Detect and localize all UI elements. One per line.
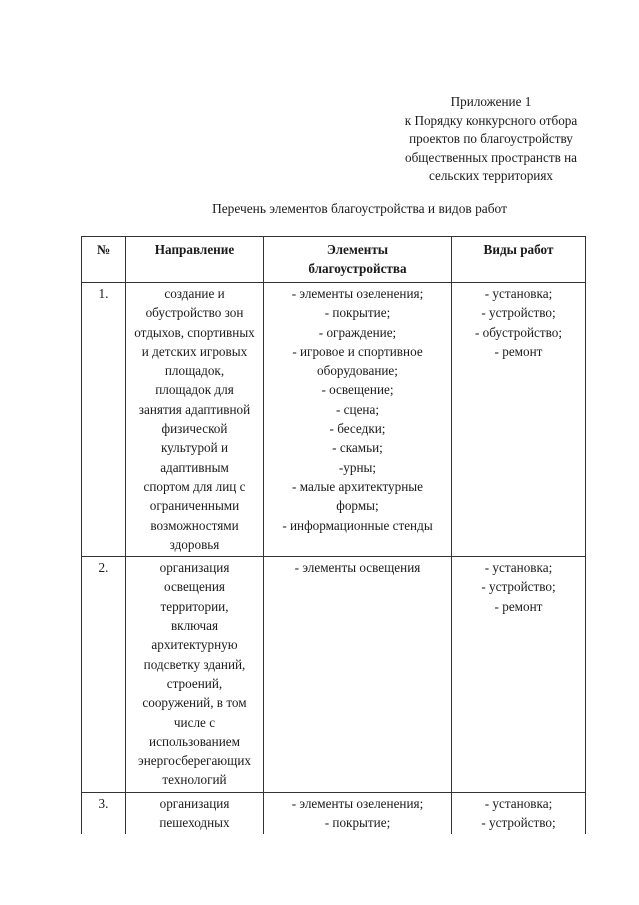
elements-line: - информационные стенды	[282, 517, 433, 533]
direction-line: ограниченными	[149, 498, 240, 514]
works-line: - установка;	[484, 560, 553, 576]
direction-line: использованием	[149, 733, 240, 749]
row-number: 1.	[82, 283, 126, 557]
direction-line: площадок,	[164, 363, 225, 379]
direction-line: сооружений, в том	[142, 695, 247, 711]
direction-line: архитектурную	[151, 637, 238, 653]
elements-line: - элементы озеленения;	[291, 286, 424, 301]
works-line: - обустройство;	[474, 324, 563, 340]
direction-line: культурой и	[160, 440, 229, 456]
direction-line: освещения	[164, 579, 225, 595]
direction-line: здоровья	[169, 536, 220, 552]
direction-line: энергосберегающих	[138, 753, 251, 769]
works-line: - установка;	[484, 286, 553, 301]
works-line: - устройство;	[481, 305, 556, 321]
elements-line: - малые архитектурные	[292, 478, 423, 494]
row-number: 2.	[82, 557, 126, 793]
appendix-header-line: общественных пространств на	[404, 149, 578, 165]
header-elements-line: Элементы	[326, 242, 389, 257]
direction-line: площадок для	[155, 382, 234, 398]
direction-line: подсветку зданий,	[143, 656, 246, 672]
row-works-cell	[452, 792, 586, 834]
elements-line: формы;	[336, 498, 379, 514]
works-line: - ремонт	[494, 598, 543, 614]
direction-line: физической	[161, 421, 228, 437]
elements-line: - освещение;	[321, 382, 394, 398]
row-direction-cell	[126, 283, 264, 557]
page-bottom-margin	[81, 840, 601, 905]
appendix-header-line: Приложение 1	[450, 94, 532, 109]
elements-table	[81, 236, 586, 834]
appendix-header	[380, 93, 602, 186]
header-elements	[264, 237, 452, 283]
elements-line: оборудование;	[317, 363, 398, 379]
elements-line: - скамьи;	[332, 440, 383, 456]
appendix-header-line: к Порядку конкурсного отбора	[404, 112, 578, 128]
direction-line: строений,	[166, 675, 223, 691]
direction-line: обустройство зон	[145, 305, 244, 321]
elements-line: - беседки;	[329, 421, 386, 437]
document-title: Перечень элементов благоустройства и видов работ	[212, 201, 507, 216]
direction-line: возможностями	[150, 517, 239, 533]
direction-line: организация	[159, 795, 230, 811]
elements-line: - покрытие;	[324, 305, 391, 321]
works-line: - устройство;	[481, 815, 556, 831]
direction-line: занятия адаптивной	[138, 401, 251, 417]
elements-line: -урны;	[338, 459, 377, 475]
direction-line: территории,	[160, 598, 229, 614]
direction-line: пешеходных	[159, 815, 230, 831]
direction-line: адаптивным	[160, 459, 229, 475]
row-works-cell	[452, 557, 586, 793]
works-line: - устройство;	[481, 579, 556, 595]
elements-line: - сцена;	[335, 401, 380, 417]
direction-line: числе с	[173, 714, 216, 730]
works-line: - ремонт	[494, 343, 543, 359]
elements-line: - элементы освещения	[294, 560, 421, 576]
header-num: №	[82, 237, 126, 283]
elements-line: - элементы озеленения;	[291, 795, 424, 811]
row-elements-cell	[264, 792, 452, 834]
header-direction: Направление	[126, 237, 264, 283]
direction-line: технологий	[162, 772, 227, 788]
header-elements-line: благоустройства	[308, 261, 407, 277]
row-elements-cell	[264, 557, 452, 793]
direction-line: отдыхов, спортивных	[134, 324, 255, 340]
row-elements-cell	[264, 283, 452, 557]
direction-line: создание и	[164, 286, 225, 301]
header-works: Виды работ	[452, 237, 586, 283]
row-works-cell	[452, 283, 586, 557]
direction-line: включая	[170, 618, 219, 634]
direction-line: спортом для лиц с	[143, 478, 246, 494]
direction-line: организация	[159, 560, 230, 576]
elements-line: - ограждение;	[318, 324, 397, 340]
elements-line: - покрытие;	[324, 815, 391, 831]
works-line: - установка;	[484, 795, 553, 811]
row-number: 3.	[82, 792, 126, 834]
appendix-header-line: проектов по благоустройству	[409, 131, 573, 147]
row-direction-cell	[126, 792, 264, 834]
row-direction-cell	[126, 557, 264, 793]
table-header-row	[82, 237, 586, 283]
table-row	[82, 557, 586, 793]
table-row	[82, 792, 586, 834]
direction-line: и детских игровых	[141, 343, 248, 359]
appendix-header-line: сельских территориях	[428, 168, 554, 184]
table-row	[82, 283, 586, 557]
elements-line: - игровое и спортивное	[292, 343, 423, 359]
